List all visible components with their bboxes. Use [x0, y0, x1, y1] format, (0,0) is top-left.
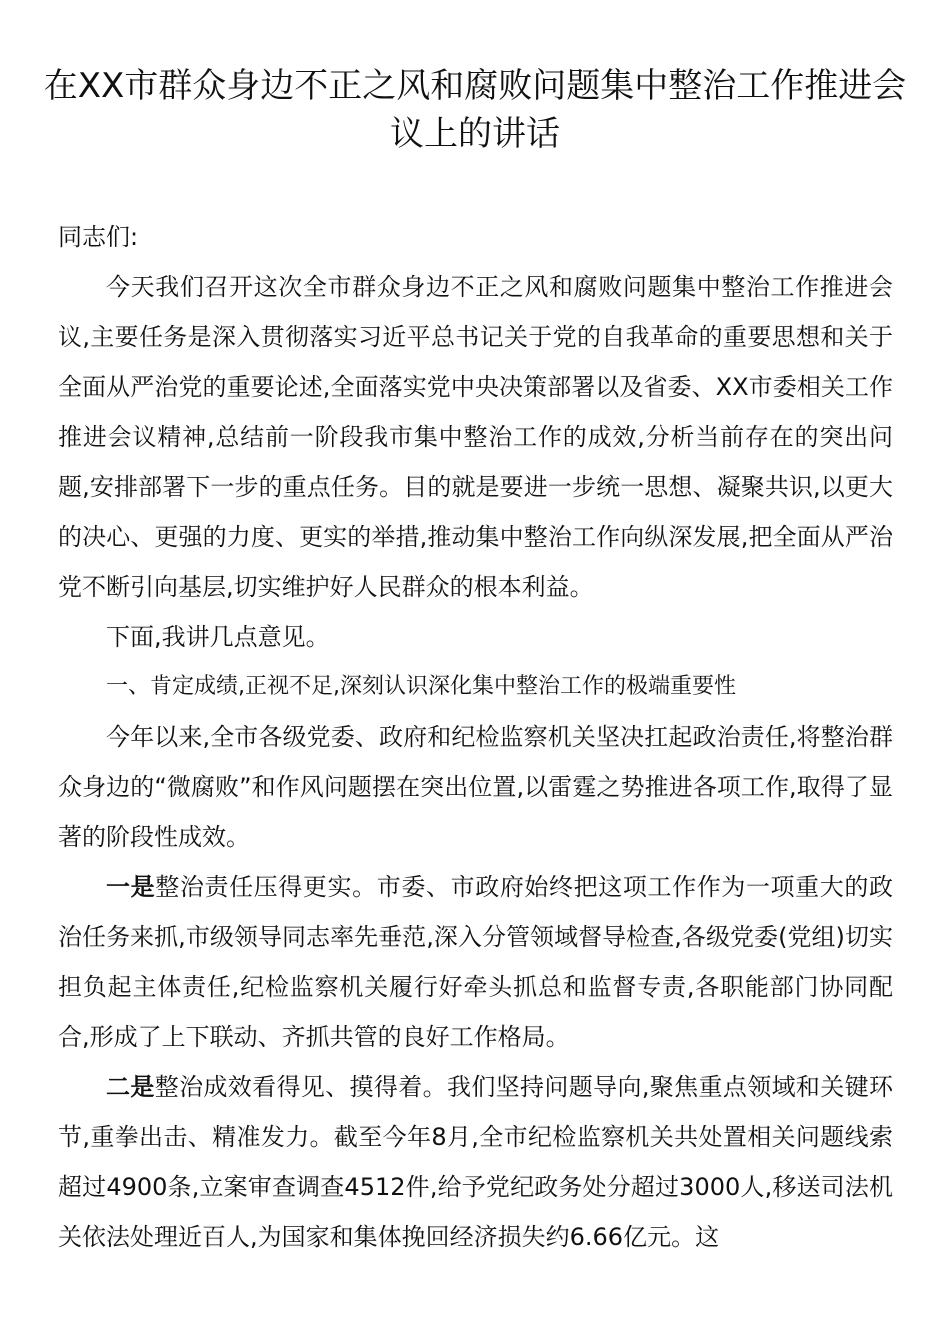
point-two-lead: 二是: [106, 1073, 155, 1101]
paragraph-transition: 下面,我讲几点意见。: [106, 623, 330, 651]
paragraph-intro: 今天我们召开这次全市群众身边不正之风和腐败问题集中整治工作推进会议,主要任务是深入贯彻落实习近平总书记关于党的自我革命的重要思想和关于全面从严治党的重要论述,全面落实党中央决策部署以及省委、XX市委相关工作推进会议精神,总结前一阶段我市集中整治工作的成效,分析当前存在的突出问题,安排部署下一步的重点任务。目的就是要进一步统一思想、凝聚共识,以更大的决心、更强的力度、更实的举措,推动集中整治工作向纵深发展,把全面从严治党不断引向基层,切实维护好人民群众的根本利益。: [58, 273, 893, 601]
point-one-text: 整治责任压得更实。市委、市政府始终把这项工作作为一项重大的政治任务来抓,市级领导同志率先垂范,深入分管领域督导检查,各级党委(党组)切实担负起主体责任,纪检监察机关履行好牵头抓总和监督专责,各职能部门协同配合,形成了上下联动、齐抓共管的良好工作格局。: [58, 873, 894, 1051]
document-body: [58, 212, 893, 1262]
document-title: 在XX市群众身边不正之风和腐败问题集中整治工作推进会议上的讲话: [43, 66, 907, 154]
point-one-lead: 一是: [106, 873, 156, 901]
paragraph-point-two: [58, 1062, 893, 1262]
paragraph-point-one: [58, 862, 893, 1062]
salutation: 同志们:: [58, 223, 139, 251]
point-two-text: 整治成效看得见、摸得着。我们坚持问题导向,聚焦重点领域和关键环节,重拳出击、精准发力。截至今年8月,全市纪检监察机关共处置相关问题线索超过4900条,立案审查调查4512件,给予党纪政务处分超过3000人,移送司法机关依法处理近百人,为国家和集体挽回经济损失约6.66亿元。这: [58, 1073, 893, 1251]
section-heading-1: 一、肯定成绩,正视不足,深刻认识深化集中整治工作的极端重要性: [106, 674, 736, 699]
paragraph-achievements: 今年以来,全市各级党委、政府和纪检监察机关坚决扛起政治责任,将整治群众身边的“微腐败”和作风问题摆在突出位置,以雷霆之势推进各项工作,取得了显著的阶段性成效。: [58, 723, 893, 851]
